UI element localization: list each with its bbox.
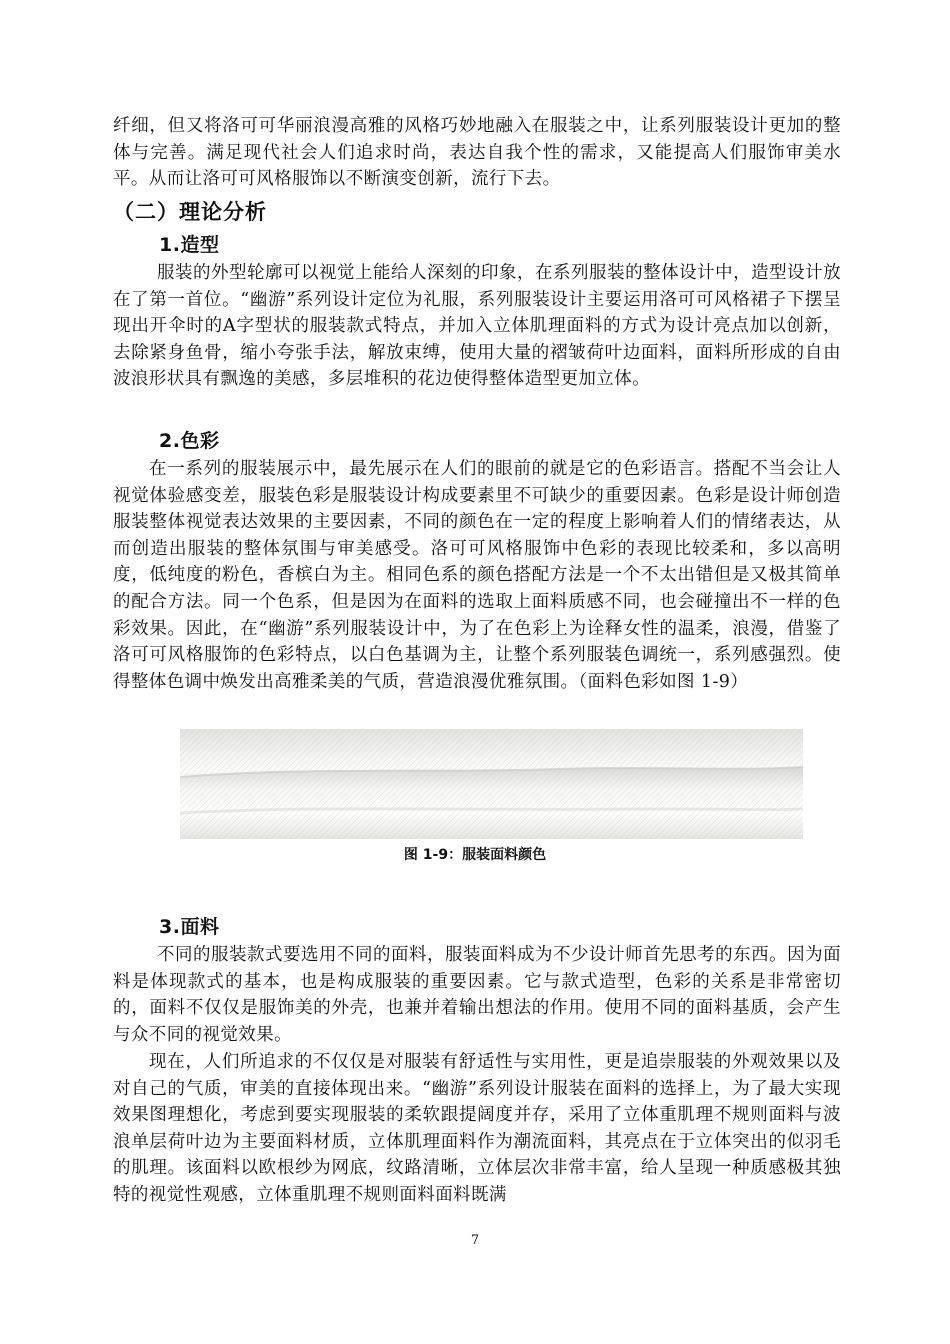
figure-caption: 图 1-9：服装面料颜色 — [403, 847, 547, 863]
color-paragraph: 在一系列的服装展示中，最先展示在人们的眼前的就是它的色彩语言。搭配不当会让人视觉体验感变差，服装色彩是服装设计构成要素里不可缺少的重要因素。色彩是设计师创造服装整体视觉表达效果的主要因素，不同的颜色在一定的程度上影响着人们的情绪表达，从而创造出服装的整体氛围与审美感受。洛可可风格服饰中色彩的表现比较柔和，多以高明度，低纯度的粉色，香槟白为主。相同色系的颜色搭配方法是一个不太出错但是又极其简单的配合方法。同一个色系，但是因为在面料的选取上面料质感不同，也会碰撞出不一样的色彩效果。因此，在“幽游”系列服装设计中，为了在色彩上为诠释女性的温柔，浪漫，借鉴了洛可可风格服饰的色彩特点，以白色基调为主，让整个系列服装色调统一，系列感强烈。使得整体色调中焕发出高雅柔美的气质，营造浪漫优雅氛围。（面料色彩如图 1-9） — [113, 459, 841, 692]
shape-paragraph: 服装的外型轮廓可以视觉上能给人深刻的印象，在系列服装的整体设计中，造型设计放在了第一首位。“幽游”系列设计定位为礼服，系列服装设计主要运用洛可可风格裙子下摆呈现出开伞时的A字型状的服装款式特点，并加入立体肌理面料的方式为设计亮点加以创新，去除紧身鱼骨，缩小夸张手法，解放束缚，使用大量的褶皱荷叶边面料，面料所形成的自由波浪形状具有飘逸的美感，多层堆积的花边使得整体造型更加立体。 — [113, 263, 841, 390]
fabric-photo — [180, 729, 803, 839]
subheading-fabric: 3.面料 — [159, 916, 220, 938]
white-fabric-photo-icon — [180, 729, 803, 839]
section-heading-theory: （二）理论分析 — [113, 200, 267, 224]
intro-paragraph: 纤细，但又将洛可可华丽浪漫高雅的风格巧妙地融入在服装之中，让系列服装设计更加的整体与完善。满足现代社会人们追求时尚，表达自我个性的需求，又能提高人们服饰审美水平。从而让洛可可风格服饰以不断演变创新，流行下去。 — [113, 116, 841, 190]
page-number: 7 — [470, 1233, 480, 1248]
subheading-shape: 1.造型 — [159, 234, 220, 256]
subheading-color: 2.色彩 — [159, 430, 220, 452]
fabric-paragraph-2: 现在，人们所追求的不仅仅是对服装有舒适性与实用性，更是追崇服装的外观效果以及对自己的气质，审美的直接体现出来。“幽游”系列设计服装在面料的选择上，为了最大实现效果图理想化，考虑到要实现服装的柔软跟提阔度并存，采用了立体重肌理不规则面料与波浪单层荷叶边为主要面料材质，立体肌理面料作为潮流面料，其亮点在于立体突出的似羽毛的肌理。该面料以欧根纱为网底，纹路清晰，立体层次非常丰富，给人呈现一种质感极其独特的视觉性观感，立体重肌理不规则面料面料既满 — [113, 1052, 841, 1205]
fabric-paragraph-1: 不同的服装款式要选用不同的面料，服装面料成为不少设计师首先思考的东西。因为面料是体现款式的基本，也是构成服装的重要因素。它与款式造型，色彩的关系是非常密切的，面料不仅仅是服饰美的外壳，也兼并着输出想法的作用。使用不同的面料基质，会产生与众不同的视觉效果。 — [113, 945, 841, 1045]
